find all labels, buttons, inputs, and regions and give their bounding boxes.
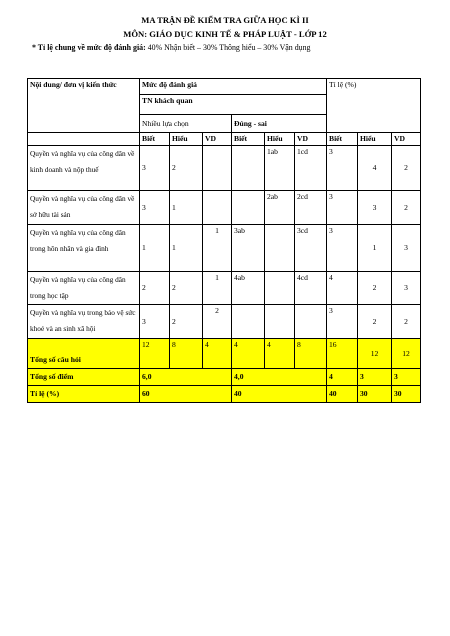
- cell: 30: [358, 386, 392, 403]
- cell: [265, 305, 295, 339]
- ratio-row: [28, 386, 421, 403]
- cell: 2ab: [265, 191, 295, 225]
- cell: 4: [232, 339, 265, 369]
- cell: 40: [232, 386, 327, 403]
- table-row: [28, 305, 421, 339]
- cell: 4: [203, 339, 232, 369]
- cell: 3: [327, 146, 358, 191]
- cell: [203, 191, 232, 225]
- cell: 1: [170, 191, 203, 225]
- cell: [265, 272, 295, 305]
- cell: 4cd: [295, 272, 327, 305]
- cell: 1: [203, 225, 232, 272]
- total-points-label: Tổng số điểm: [28, 369, 140, 386]
- cell: 12: [140, 339, 170, 369]
- cell: 3: [140, 191, 170, 225]
- cell: 2: [170, 272, 203, 305]
- cell: 2: [203, 305, 232, 339]
- cell: 4ab: [232, 272, 265, 305]
- cell: 3: [327, 305, 358, 339]
- cell: 2: [392, 305, 421, 339]
- cell: 1ab: [265, 146, 295, 191]
- cell: 12: [358, 339, 392, 369]
- table-row: [28, 272, 421, 305]
- cell: 1: [203, 272, 232, 305]
- cell: 3: [140, 146, 170, 191]
- header-content: Nội dung/ đơn vị kiến thức: [28, 79, 140, 133]
- subheader-cell: Biết: [327, 133, 358, 146]
- subheader-cell: Hiểu: [358, 133, 392, 146]
- row-label: Quyền và nghĩa vụ trong bảo vệ sức khoẻ và an sinh xã hội: [28, 305, 140, 339]
- header-tn-khach-quan: TN khách quan: [140, 95, 327, 115]
- cell: [232, 191, 265, 225]
- header-ratio: Tỉ lệ (%): [327, 79, 421, 133]
- total-points-row: [28, 369, 421, 386]
- cell: 1cd: [295, 146, 327, 191]
- document-subtitle: MÔN: GIÁO DỤC KINH TẾ & PHÁP LUẬT - LỚP 12: [123, 29, 327, 39]
- cell: 30: [392, 386, 421, 403]
- cell: 6,0: [140, 369, 232, 386]
- cell: 2: [358, 305, 392, 339]
- cell: 3: [358, 191, 392, 225]
- header-level: Mức độ đánh giá: [140, 79, 327, 95]
- ratio-note: [32, 43, 311, 52]
- cell: 12: [392, 339, 421, 369]
- cell: 2: [170, 305, 203, 339]
- row-label: Quyền và nghĩa vụ của công dân trong hôn nhân và gia đình: [28, 225, 140, 272]
- subheader-row: [28, 133, 421, 146]
- subheader-cell: VD: [392, 133, 421, 146]
- cell: 1: [170, 225, 203, 272]
- ratio-note-text: 40% Nhận biết – 30% Thông hiểu – 30% Vận dụng: [145, 43, 311, 52]
- cell: [295, 305, 327, 339]
- cell: 3ab: [232, 225, 265, 272]
- cell: 16: [327, 339, 358, 369]
- subheader-cell: Hiểu: [170, 133, 203, 146]
- cell: [265, 225, 295, 272]
- cell: 3: [327, 191, 358, 225]
- cell: 3: [392, 369, 421, 386]
- subheader-cell: Biết: [232, 133, 265, 146]
- cell: 4: [265, 339, 295, 369]
- cell: 3cd: [295, 225, 327, 272]
- cell: 3: [327, 225, 358, 272]
- assessment-matrix-table: [27, 78, 421, 403]
- cell: 40: [327, 386, 358, 403]
- cell: 8: [295, 339, 327, 369]
- ratio-label: Tỉ lệ (%): [28, 386, 140, 403]
- cell: 2: [140, 272, 170, 305]
- cell: [232, 305, 265, 339]
- cell: 3: [392, 225, 421, 272]
- total-questions-row: [28, 339, 421, 369]
- row-label: Quyền và nghĩa vụ của công dân trong học tập: [28, 272, 140, 305]
- table-row: [28, 146, 421, 191]
- cell: 4,0: [232, 369, 327, 386]
- cell: [232, 146, 265, 191]
- subheader-cell: VD: [203, 133, 232, 146]
- table-row: [28, 191, 421, 225]
- table-row: [28, 225, 421, 272]
- cell: 1: [358, 225, 392, 272]
- header-dung-sai: Đúng - sai: [232, 115, 327, 133]
- cell: 8: [170, 339, 203, 369]
- cell: 3: [392, 272, 421, 305]
- row-label: Quyền và nghĩa vụ của công dân về kinh doanh và nộp thuế: [28, 146, 140, 191]
- cell: 4: [327, 272, 358, 305]
- row-label: Quyền và nghĩa vụ của công dân về sở hữu tài sản: [28, 191, 140, 225]
- cell: 4: [327, 369, 358, 386]
- cell: 2: [392, 191, 421, 225]
- cell: [203, 146, 232, 191]
- cell: 2cd: [295, 191, 327, 225]
- document-title: MA TRẬN ĐỀ KIỂM TRA GIỮA HỌC KÌ II: [141, 15, 309, 25]
- cell: 2: [392, 146, 421, 191]
- cell: 3: [358, 369, 392, 386]
- total-questions-label: Tổng số câu hỏi: [28, 339, 140, 369]
- header-nhieu-lua-chon: Nhiều lựa chọn: [140, 115, 232, 133]
- ratio-note-label: * Tỉ lệ chung về mức độ đánh giá:: [32, 43, 146, 52]
- cell: 4: [358, 146, 392, 191]
- cell: 2: [170, 146, 203, 191]
- subheader-cell: Biết: [140, 133, 170, 146]
- subheader-cell: Hiểu: [265, 133, 295, 146]
- cell: 1: [140, 225, 170, 272]
- subheader-cell: VD: [295, 133, 327, 146]
- cell: 60: [140, 386, 232, 403]
- cell: 3: [140, 305, 170, 339]
- cell: 2: [358, 272, 392, 305]
